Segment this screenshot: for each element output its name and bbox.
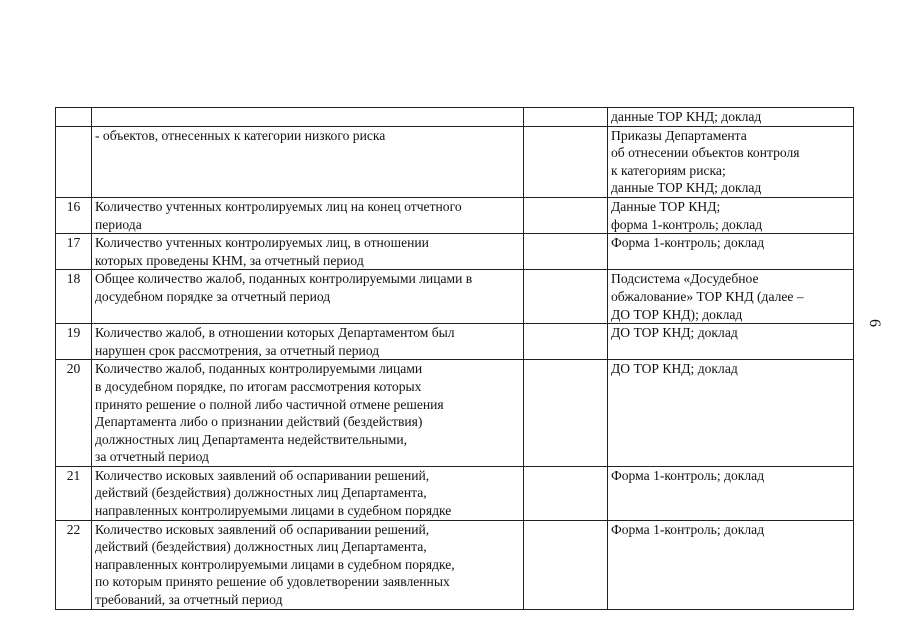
row-number: 17 — [56, 234, 92, 270]
table-row — [56, 126, 854, 197]
indicator-description: Количество исковых заявлений об оспаривании решений, действий (бездействия) должностных лиц Департамента, направленных контролируемыми лицами в судебном порядке, по которым принято решение об удовлетворении заявленных требований, за отчетный период — [92, 520, 524, 609]
row-number: 20 — [56, 360, 92, 467]
value-cell — [524, 234, 608, 270]
data-source: ДО ТОР КНД; доклад — [608, 324, 854, 360]
data-source: данные ТОР КНД; доклад — [608, 108, 854, 127]
table-row — [56, 466, 854, 520]
indicator-description: Количество учтенных контролируемых лиц, в отношении которых проведены КНМ, за отчетный период — [92, 234, 524, 270]
value-cell — [524, 270, 608, 324]
row-number: 22 — [56, 520, 92, 609]
row-number: 18 — [56, 270, 92, 324]
indicator-description: - объектов, отнесенных к категории низкого риска — [92, 126, 524, 197]
row-number: 19 — [56, 324, 92, 360]
row-number — [56, 126, 92, 197]
table-row — [56, 520, 854, 609]
data-source: Форма 1-контроль; доклад — [608, 234, 854, 270]
data-source: Данные ТОР КНД; форма 1-контроль; доклад — [608, 197, 854, 233]
indicator-description — [92, 108, 524, 127]
data-source: Форма 1-контроль; доклад — [608, 466, 854, 520]
indicator-description: Общее количество жалоб, поданных контролируемыми лицами в досудебном порядке за отчетный период — [92, 270, 524, 324]
table-row — [56, 360, 854, 467]
value-cell — [524, 126, 608, 197]
indicator-description: Количество исковых заявлений об оспаривании решений, действий (бездействия) должностных лиц Департамента, направленных контролируемыми лицами в судебном порядке — [92, 466, 524, 520]
data-source: Форма 1-контроль; доклад — [608, 520, 854, 609]
row-number: 21 — [56, 466, 92, 520]
indicator-description: Количество жалоб, поданных контролируемыми лицами в досудебном порядке, по итогам рассмотрения которых принято решение о полной либо частичной отмене решения Департамента либо о признании действий (бездействия) должностных лиц Департамента недействительными, за отчетный период — [92, 360, 524, 467]
value-cell — [524, 520, 608, 609]
indicator-description: Количество учтенных контролируемых лиц на конец отчетного периода — [92, 197, 524, 233]
table-row — [56, 324, 854, 360]
value-cell — [524, 466, 608, 520]
data-source: Подсистема «Досудебное обжалование» ТОР КНД (далее – ДО ТОР КНД); доклад — [608, 270, 854, 324]
data-source: Приказы Департамента об отнесении объектов контроля к категориям риска; данные ТОР КНД; доклад — [608, 126, 854, 197]
table-row — [56, 197, 854, 233]
indicator-description: Количество жалоб, в отношении которых Департаментом был нарушен срок рассмотрения, за отчетный период — [92, 324, 524, 360]
value-cell — [524, 324, 608, 360]
row-number: 16 — [56, 197, 92, 233]
row-number — [56, 108, 92, 127]
indicators-table — [55, 107, 854, 610]
value-cell — [524, 108, 608, 127]
table-row — [56, 108, 854, 127]
page-number: 6 — [866, 319, 883, 327]
value-cell — [524, 360, 608, 467]
data-source: ДО ТОР КНД; доклад — [608, 360, 854, 467]
table-row — [56, 234, 854, 270]
table-row — [56, 270, 854, 324]
value-cell — [524, 197, 608, 233]
